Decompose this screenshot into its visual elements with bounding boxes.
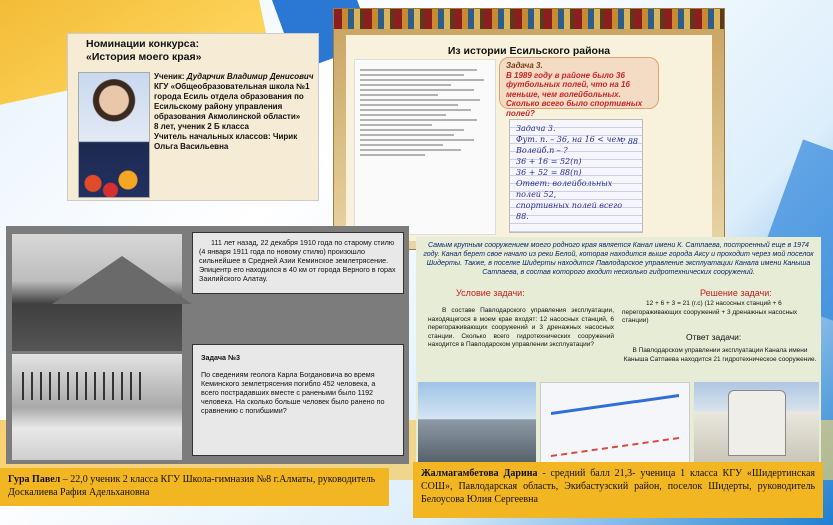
student-photo	[78, 72, 150, 198]
condition-title: Условие задачи:	[456, 288, 525, 298]
village-photo	[12, 354, 182, 460]
canal-map	[540, 382, 690, 464]
slide-content	[346, 35, 712, 241]
task-box: Задача №3 По сведениям геолога Карла Богдановича во время Кеминского землетрясения погибло 452 человека, а всего пострадавших вместе с ранеными было 1192 человека. На сколько больше человек было ранено по сравнению с погибшими?	[192, 344, 404, 456]
caption-gura: Гура Павел – 22,0 ученик 2 класса КГУ Школа-гимназия №8 г.Алматы, руководитель Доскалиева Рафия Адельхановна	[0, 468, 389, 506]
slide-earthquake[interactable]	[6, 226, 409, 464]
notebook-solution: Задача 3. Фут. п. – 36, на 16 < чем Волейб.п – ? 36 + 16 = 52(п) 36 + 52 = 88(п) Ответ: волейбольных полей 52, спортивных полей всего 88. ? 88	[509, 119, 643, 233]
answer-text: В Павлодарском управлении эксплуатации Канала имени Каныша Сатпаева находится 21 гидротехническое сооружение.	[623, 347, 817, 363]
solution-title: Решение задачи:	[700, 288, 772, 298]
slide-title: Номинации конкурса: «История моего края»	[86, 38, 202, 63]
answer-title: Ответ задачи:	[686, 332, 742, 342]
mountain-photo	[12, 234, 182, 351]
station-building-photo	[694, 382, 819, 464]
condition-text: В составе Павлодарского управления эксплуатации, находящегося в моем крае входят: 12 насосных станций, 6 перегораживающих сооружений и 3 дренажных насосных станции. Сколько всего гидротехнических сооружений находится в Павлодарском управлении эксплуатации?	[428, 307, 614, 349]
slide-title: Из истории Есильского района	[447, 45, 611, 57]
student-info: Ученик: Дударчик Владимир Денисович КГУ «Общеобразовательная школа №1 города Есиль отдела образования по Есильскому району управления образования Акмолинской области» 8 лет, ученик 2 Б класса Учитель начальных классов: Чирик Ольга Васильевна	[154, 72, 314, 151]
pump-station-photo	[418, 382, 536, 464]
slide-canal[interactable]	[416, 237, 821, 467]
fact-box: 111 лет назад, 22 декабря 1910 года по старому стилю (4 января 1911 года по новому стилю) произошло сильнейшее в Средней Азии Кеминское землетрясение. Эпицентр его находился в 40 км от города Верного в горах Заилийского Алатау.	[192, 232, 404, 294]
solution-text: 12 + 6 + 3 = 21 (г.с) (12 насосных станций + 6 перегораживающих сооружений + 3 дренажных насосных станции)	[622, 300, 798, 325]
slide-esil-history[interactable]	[333, 8, 725, 250]
bookshelf-decor	[334, 9, 724, 29]
intro-text: Самым крупным сооружением моего родного края является Канал имени К. Сатпаева, построенный еще в 1974 году. Канал берет свое начало из реки Белой, которая находится выше города Аксу и проходит через мой поселок Шидерты. Также, в поселке Шидерты находится Павлодарское управление эксплуатации Канала имени Каныша Сатпаева, в состав которого входит несколько гидротехнических сооружений.	[423, 241, 814, 276]
task-callout: Задача 3. В 1989 году в районе было 36 футбольных полей, что на 16 меньше, чем волейбольных. Сколько всего было спортивных полей?	[499, 57, 659, 109]
caption-zhalmagambetova: Жалмагамбетова Дарина - средний балл 21,3- ученица 1 класса КГУ «Шидертинская СОШ», Павлодарская область, Экибастузский район, поселок Шидерты, руководитель Белоусова Юлия Сергеевна	[413, 462, 823, 518]
archive-document	[354, 59, 496, 235]
slide-history-nomination[interactable]	[67, 33, 319, 201]
